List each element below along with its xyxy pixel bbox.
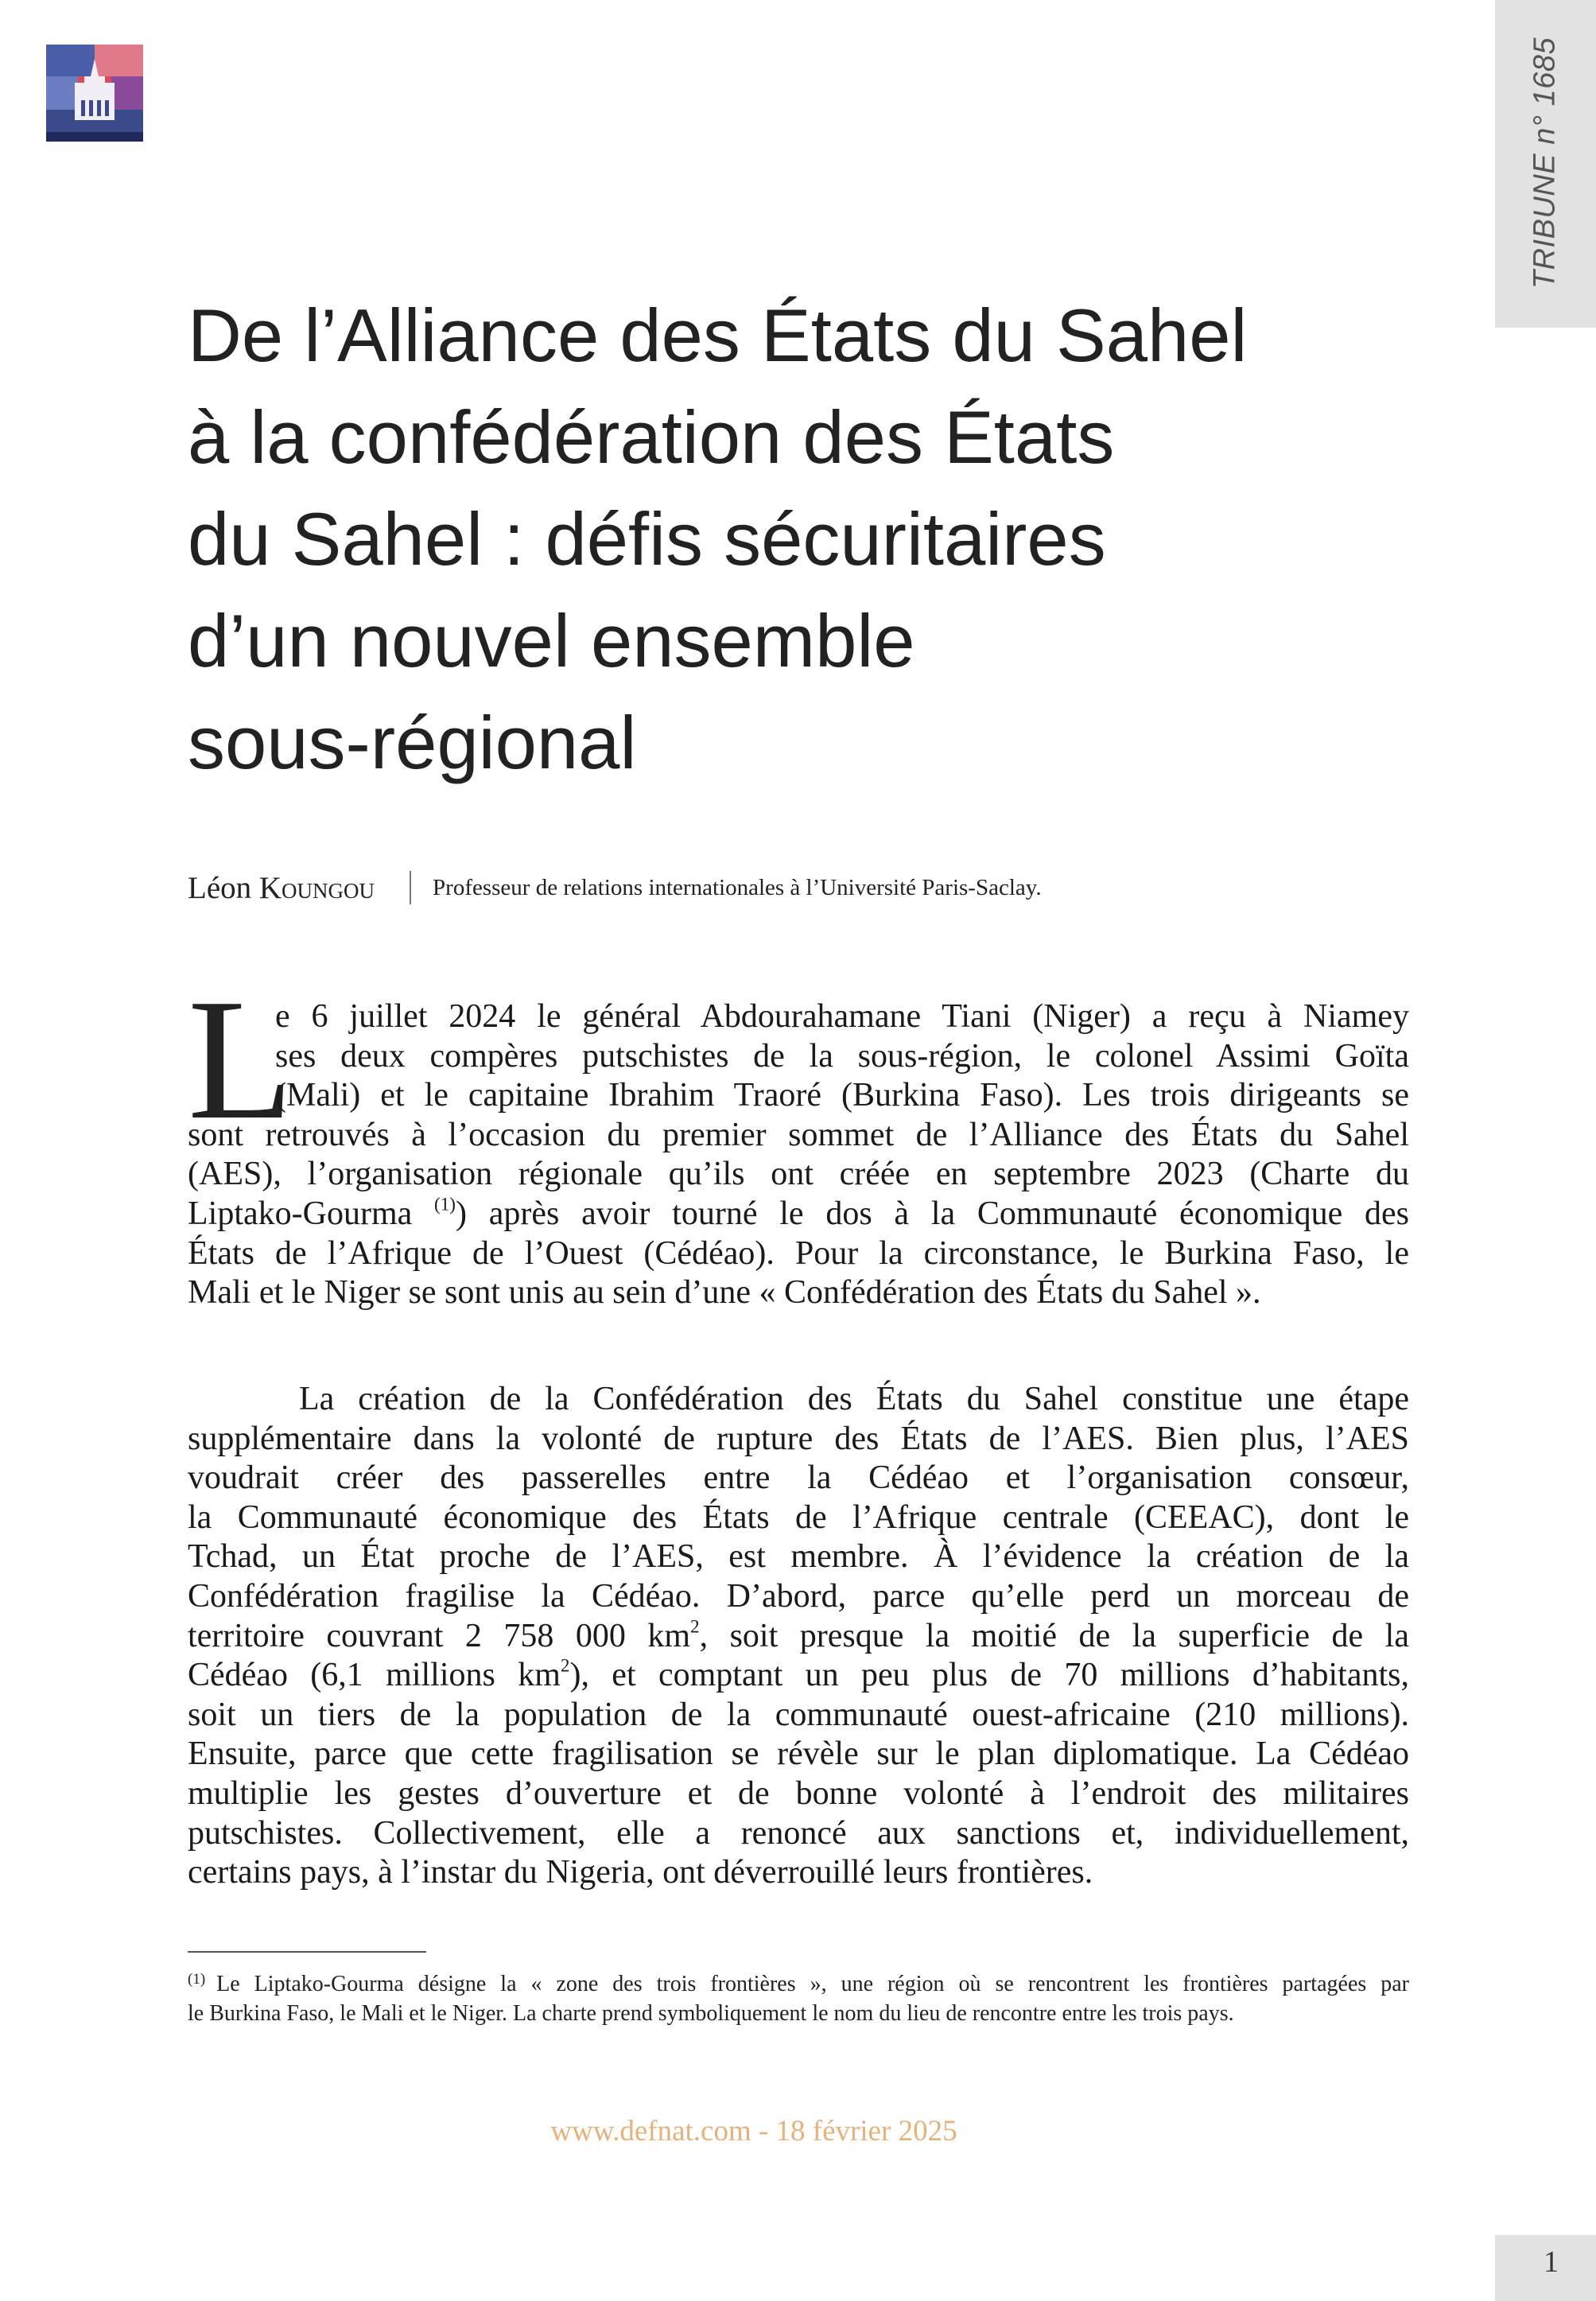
text-line: sont retrouvés à l’occasion du premier sommet de l’Alliance des États du Sahel bbox=[188, 1116, 1409, 1153]
author-first-name: Léon bbox=[188, 870, 252, 905]
text-line: e 6 juillet 2024 le général Abdourahamane Tiani (Niger) a reçu à Niamey bbox=[275, 998, 1409, 1035]
text-line bbox=[188, 1656, 1409, 1696]
text-line: Mali et le Niger se sont unis au sein d’une « Confédération des États du Sahel ». bbox=[188, 1274, 1261, 1312]
title-line: du Sahel : défis sécuritaires bbox=[188, 497, 1106, 581]
paragraph-2 bbox=[188, 1380, 1409, 1893]
title-line: à la confédération des États bbox=[188, 395, 1115, 479]
title-line: De l’Alliance des États du Sahel bbox=[188, 293, 1248, 377]
text-line: Ensuite, parce que cette fragilisation se révèle sur le plan diplomatique. La Cédéao bbox=[188, 1735, 1409, 1773]
logo-emblem-icon bbox=[46, 45, 143, 142]
text-line: (Mali) et le capitaine Ibrahim Traoré (Burkina Faso). Les trois dirigeants se bbox=[275, 1077, 1409, 1114]
page-number: 1 bbox=[1544, 2245, 1559, 2279]
superscript: 2 bbox=[560, 1654, 570, 1676]
tribune-label: TRIBUNE n° 1685 bbox=[1528, 37, 1562, 290]
author-name bbox=[188, 870, 375, 906]
text-line: (AES), l’organisation régionale qu’ils ont créée en septembre 2023 (Charte du bbox=[188, 1156, 1409, 1193]
text-line: putschistes. Collectivement, elle a renoncé aux sanctions et, individuellement, bbox=[188, 1814, 1409, 1852]
footnote-line: le Burkina Faso, le Mali et le Niger. La charte prend symboliquement le nom du lieu de rencontre entre les trois pays. bbox=[188, 2001, 1234, 2026]
paragraph-1 bbox=[188, 997, 1409, 1313]
footnote-line bbox=[188, 1965, 1409, 1999]
footnote-ref[interactable]: (1) bbox=[434, 1193, 456, 1215]
title-line: d’un nouvel ensemble bbox=[188, 599, 915, 682]
defnat-logo bbox=[46, 45, 143, 142]
text-line: supplémentaire dans la volonté de rupture des États de l’AES. Bien plus, l’AES bbox=[188, 1420, 1409, 1457]
text-line: Confédération fragilise la Cédéao. D’abord, parce qu’elle perd un morceau de bbox=[188, 1577, 1409, 1615]
text-line: la Communauté économique des États de l’Afrique centrale (CEEAC), dont le bbox=[188, 1498, 1409, 1536]
footnote-rule bbox=[188, 1951, 426, 1953]
text-segment: ) après avoir tourné le dos à la Communauté économique des bbox=[455, 1195, 1410, 1232]
author-role: Professeur de relations internationales à l’Université Paris-Saclay. bbox=[433, 874, 1042, 900]
text-segment: territoire couvrant 2 758 000 km bbox=[188, 1617, 691, 1654]
footnote-text: Le Liptako-Gourma désigne la « zone des trois frontières », une région où se rencontrent les frontières partagées par bbox=[216, 1972, 1409, 1996]
text-line bbox=[188, 1617, 1409, 1657]
text-line: multiplie les gestes d’ouverture et de bonne volonté à l’endroit des militaires bbox=[188, 1774, 1409, 1812]
superscript: 2 bbox=[690, 1615, 700, 1637]
author-last-name: Koungou bbox=[258, 870, 375, 905]
text-segment: , soit presque la moitié de la superficie de la bbox=[699, 1617, 1409, 1654]
text-segment: Liptako-Gourma bbox=[188, 1195, 413, 1232]
author-line bbox=[188, 867, 1042, 908]
footnote-number: (1) bbox=[188, 1971, 206, 1988]
text-line: ses deux compères putschistes de la sous-région, le colonel Assimi Goïta bbox=[275, 1037, 1409, 1075]
title-line: sous-régional bbox=[188, 701, 637, 784]
author-separator bbox=[410, 871, 411, 904]
footnote bbox=[188, 1965, 1409, 2028]
text-line: voudrait créer des passerelles entre la Cédéao et l’organisation consœur, bbox=[188, 1460, 1409, 1497]
text-line: Tchad, un État proche de l’AES, est membre. À l’évidence la création de la bbox=[188, 1538, 1409, 1576]
footer-url-date[interactable]: www.defnat.com - 18 février 2025 bbox=[550, 2115, 957, 2147]
text-line: certains pays, à l’instar du Nigeria, ont déverrouillé leurs frontières. bbox=[188, 1854, 1093, 1891]
text-line: La création de la Confédération des États du Sahel constitue une étape bbox=[299, 1381, 1409, 1417]
text-line bbox=[188, 1195, 1409, 1234]
article-title bbox=[188, 285, 1380, 794]
text-line: soit un tiers de la population de la communauté ouest-africaine (210 millions). bbox=[188, 1696, 1409, 1733]
dropcap: L bbox=[188, 964, 294, 1156]
text-segment: Cédéao (6,1 millions km bbox=[188, 1657, 561, 1694]
text-segment: ), et comptant un peu plus de 70 millions d’habitants, bbox=[569, 1657, 1409, 1694]
text-line: États de l’Afrique de l’Ouest (Cédéao). Pour la circonstance, le Burkina Faso, le bbox=[188, 1234, 1409, 1272]
